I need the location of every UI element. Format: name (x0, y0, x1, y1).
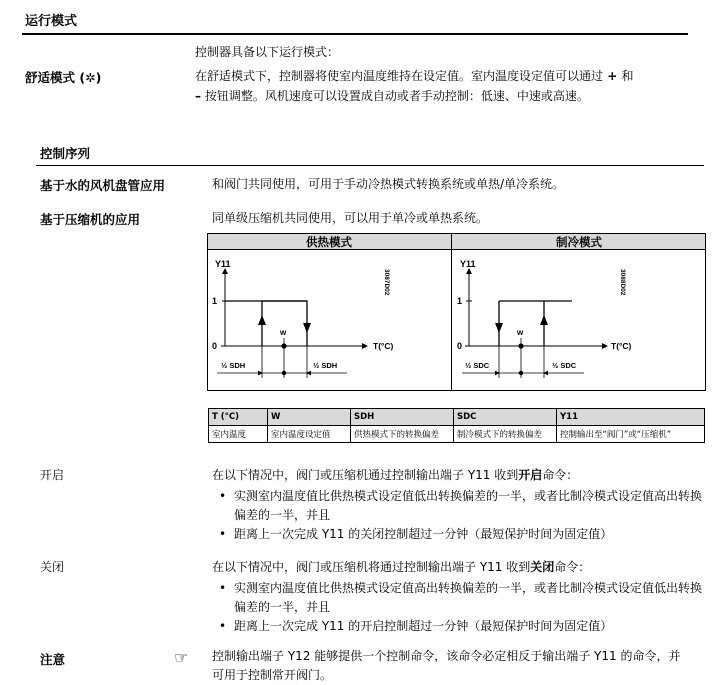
legend-header-t: T (°C) (209, 409, 268, 426)
heating-title: 供热模式 (306, 237, 352, 249)
comfort-description (195, 66, 695, 106)
on-condition-2-text: 距离上一次完成 Y11 的关闭控制超过一分钟（最短保护时间为固定值） (234, 527, 613, 541)
comfort-mode-label (25, 68, 101, 86)
control-sequence-diagram (207, 233, 706, 391)
off-condition-1-text: 实测室内温度值比供热模式设定值高出转换偏差的一半，或者比制冷模式设定值低出转换偏差的一半，并且 (234, 581, 703, 614)
legend-header-sdh: SDH (351, 409, 454, 426)
comfort-line2: 按钮调整。风机速度可以设置成自动或者手动控制：低速、中速或高速。 (201, 89, 589, 103)
cool-w-label: w (517, 328, 524, 337)
off-conditions (212, 579, 704, 636)
legend-value-y11: 控制输出至“阀门”或“压缩机” (557, 426, 705, 443)
diagram-frame (208, 234, 706, 391)
off-label: 关闭 (40, 560, 65, 574)
off-condition-2-text: 距离上一次完成 Y11 的开启控制超过一分钟（最短保护时间为固定值） (234, 619, 613, 633)
on-intro (212, 465, 578, 485)
off-condition-2 (212, 617, 704, 636)
bullet-dot: • (219, 489, 227, 503)
heat-half-sdh-left: ½ SDH (221, 361, 246, 370)
on-label: 开启 (40, 468, 65, 482)
off-intro-end: 命令： (554, 560, 591, 574)
compressor-text: 同单级压缩机共同使用，可以用于单冷或单热系统。 (212, 211, 489, 225)
legend-header-y11: Y11 (557, 409, 705, 426)
off-condition-1 (212, 579, 704, 617)
heat-tick-1: 1 (212, 296, 218, 306)
on-condition-1-text: 实测室内温度值比供热模式设定值低出转换偏差的一半，或者比制冷模式设定值高出转换偏差的一半，并且 (234, 489, 703, 522)
sequence-title: 控制序列 (40, 146, 91, 161)
compressor-label: 基于压缩机的应用 (40, 212, 141, 227)
note-text: 控制输出端子 Y12 能够提供一个控制命令，该命令必定相反于输出端子 Y11 的命令，并可用于控制常开阀门。 (212, 649, 681, 682)
minus-symbol: – (195, 89, 201, 103)
cool-y-label: Y11 (460, 259, 476, 269)
header-divider (22, 33, 688, 35)
section-title: 运行模式 (25, 14, 78, 29)
cool-tick-1: 1 (457, 296, 463, 306)
on-condition-1 (212, 487, 704, 525)
cooling-title: 制冷模式 (556, 237, 602, 249)
bullet-dot: • (219, 527, 227, 541)
legend-value-row (209, 426, 705, 443)
heat-w-dot (281, 343, 286, 348)
on-intro-text: 在以下情况中，阀门或压缩机通过控制输出端子 Y11 收到 (212, 468, 519, 482)
comfort-sun-icon: ✲ (85, 70, 96, 85)
heat-y-label: Y11 (215, 259, 231, 269)
intro-text: 控制器具备以下运行模式： (195, 45, 340, 59)
legend-header-row (209, 409, 705, 426)
bullet-dot: • (219, 581, 227, 595)
legend-table (208, 408, 705, 443)
on-intro-bold: 开启 (518, 468, 543, 482)
note-label: 注意 (40, 652, 66, 667)
legend-value-t: 室内温度 (209, 426, 268, 443)
legend-value-sdh: 供热模式下的转换偏差 (351, 426, 454, 443)
heat-x-label: T(°C) (373, 341, 394, 351)
legend-header-w: W (268, 409, 351, 426)
cool-half-sdc-right: ½ SDC (552, 361, 577, 370)
on-condition-2 (212, 525, 704, 544)
legend-value-w: 室内温度设定值 (268, 426, 351, 443)
legend-header-sdc: SDC (454, 409, 557, 426)
off-intro-text: 在以下情况中，阀门或压缩机将通过控制输出端子 Y11 收到 (212, 560, 531, 574)
cool-code: 3088D02 (619, 269, 626, 296)
cool-x-label: T(°C) (611, 341, 632, 351)
off-intro (212, 557, 590, 577)
water-label: 基于水的风机盘管应用 (40, 178, 166, 193)
sequence-divider (36, 165, 704, 166)
comfort-line1: 在舒适模式下，控制器将使室内温度维持在设定值。室内温度设定值可以通过 (195, 69, 604, 83)
heat-code: 3087D02 (383, 269, 390, 296)
off-intro-bold: 关闭 (530, 560, 555, 574)
cool-w-dot (518, 343, 523, 348)
water-text: 和阀门共同使用，可用于手动冷热模式转换系统或单热/单冷系统。 (212, 177, 565, 191)
heat-w-label: w (280, 328, 287, 337)
pointing-hand-icon: ☞ (174, 648, 189, 667)
plus-symbol: + (603, 69, 622, 83)
heat-tick-0: 0 (212, 341, 218, 351)
bullet-dot: • (219, 619, 227, 633)
comfort-label-end: ) (95, 70, 102, 85)
cool-half-sdc-left: ½ SDC (465, 361, 490, 370)
legend-value-sdc: 制冷模式下的转换偏差 (454, 426, 557, 443)
comfort-line1-end: 和 (621, 69, 634, 83)
on-intro-end: 命令： (542, 468, 579, 482)
on-conditions (212, 487, 704, 544)
comfort-label-text: 舒适模式 ( (25, 70, 86, 85)
heat-half-sdh-right: ½ SDH (313, 361, 338, 370)
cool-tick-0: 0 (457, 341, 463, 351)
